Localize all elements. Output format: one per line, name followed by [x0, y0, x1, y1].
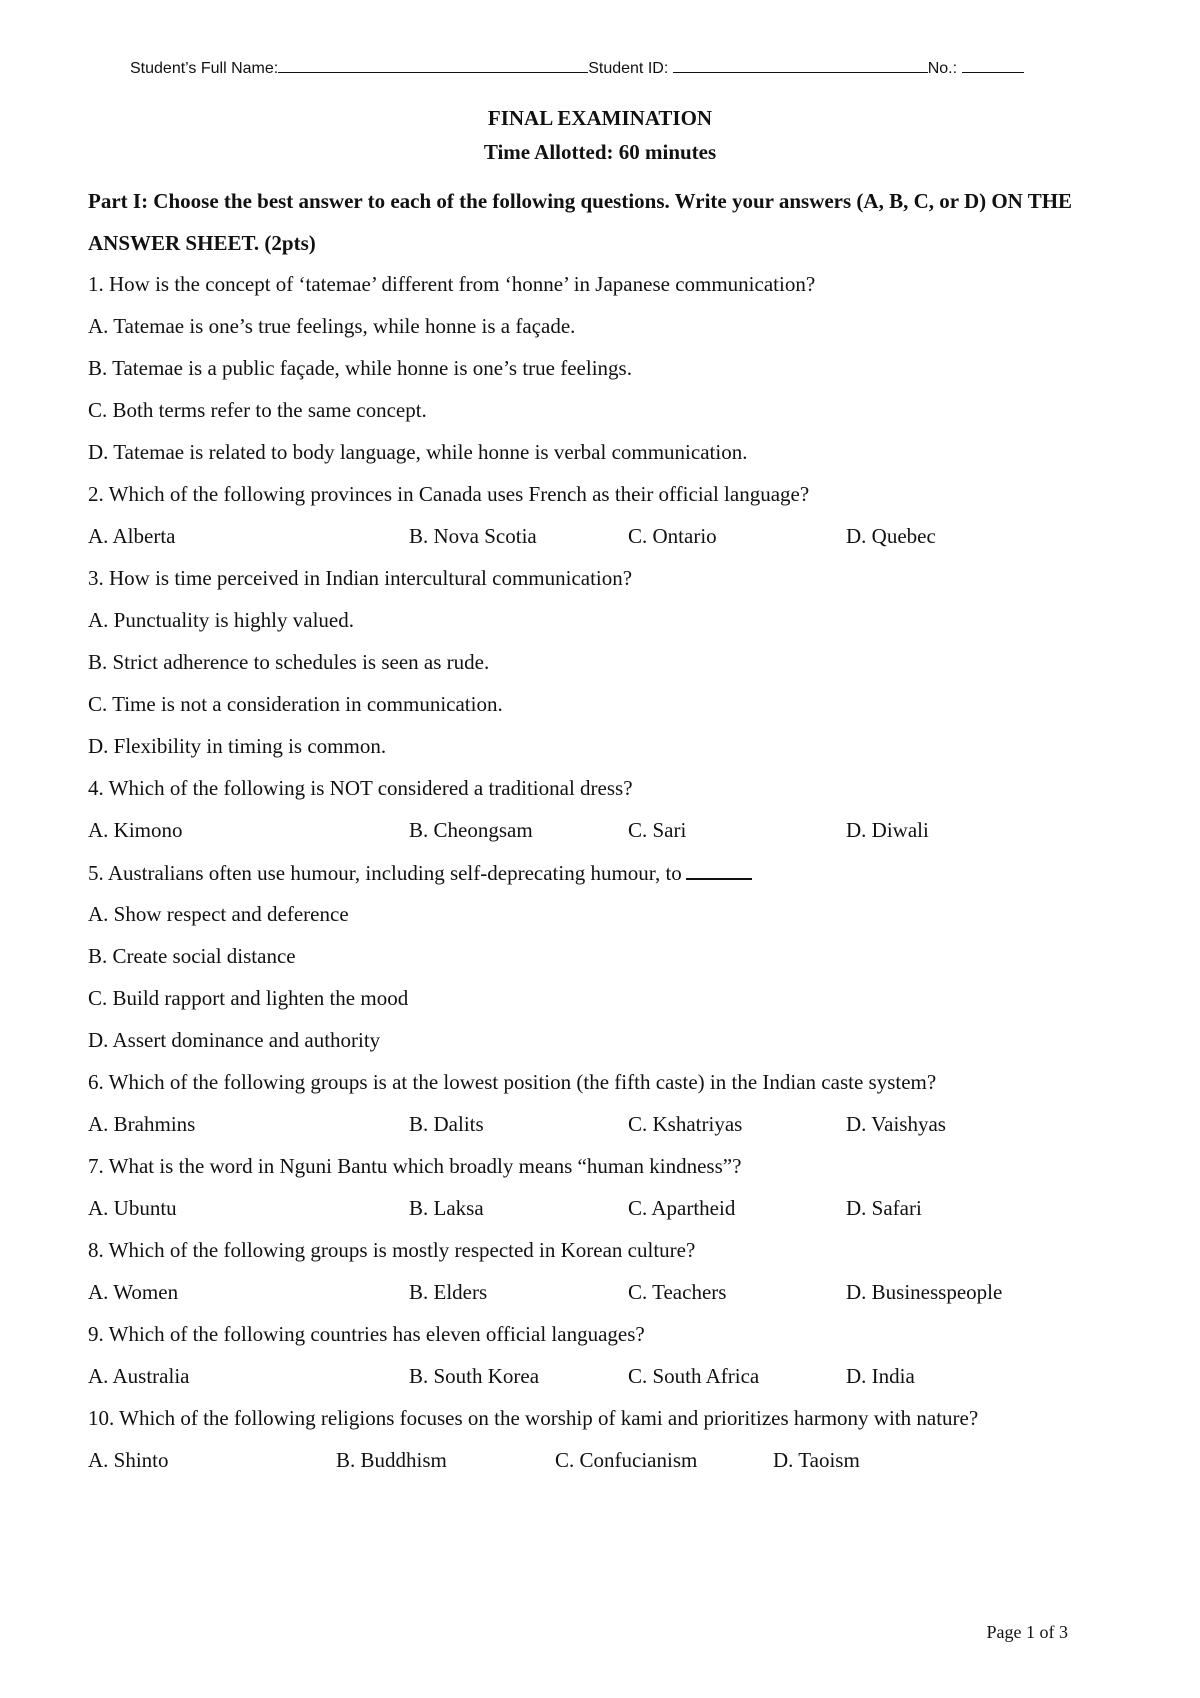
option-2b: B. Nova Scotia [409, 524, 537, 548]
option-8c: C. Teachers [628, 1280, 727, 1304]
option-7c: C. Apartheid [628, 1196, 736, 1220]
question-3: 3. How is time perceived in Indian intercultural communication? [88, 566, 633, 590]
student-info-line [130, 58, 1080, 78]
id-label: Student ID: [588, 60, 669, 77]
option-1d: D. Tatemae is related to body language, while honne is verbal communication. [88, 440, 748, 464]
option-6a: A. Brahmins [88, 1112, 196, 1136]
option-8a: A. Women [88, 1280, 179, 1304]
no-blank[interactable] [962, 58, 1024, 73]
answer-blank [686, 860, 752, 880]
option-6c: C. Kshatriyas [628, 1112, 743, 1136]
option-5d: D. Assert dominance and authority [88, 1028, 381, 1052]
option-8d: D. Businesspeople [846, 1280, 1003, 1304]
option-9d: D. India [846, 1364, 915, 1388]
question-4: 4. Which of the following is NOT considered a traditional dress? [88, 776, 633, 800]
exam-title: FINAL EXAMINATION [487, 106, 713, 130]
option-9a: A. Australia [88, 1364, 190, 1388]
option-5b: B. Create social distance [88, 944, 296, 968]
option-2d: D. Quebec [846, 524, 936, 548]
option-4d: D. Diwali [846, 818, 929, 842]
question-6: 6. Which of the following groups is at the lowest position (the fifth caste) in the Indian caste system? [88, 1070, 937, 1094]
question-2: 2. Which of the following provinces in Canada uses French as their official language? [88, 482, 810, 506]
no-label: No.: [927, 60, 958, 77]
option-10c: C. Confucianism [555, 1448, 698, 1472]
option-1b: B. Tatemae is a public façade, while honne is one’s true feelings. [88, 356, 632, 380]
option-9c: C. South Africa [628, 1364, 760, 1388]
option-3c: C. Time is not a consideration in communication. [88, 692, 503, 716]
option-7a: A. Ubuntu [88, 1196, 177, 1220]
exam-duration: Time Allotted: 60 minutes [483, 140, 717, 164]
name-label: Student’s Full Name: [130, 60, 279, 77]
page-number: Page 1 of 3 [986, 1622, 1068, 1642]
option-6d: D. Vaishyas [846, 1112, 946, 1136]
question-1: 1. How is the concept of ‘tatemae’ different from ‘honne’ in Japanese communication? [88, 272, 816, 296]
option-6b: B. Dalits [409, 1112, 484, 1136]
option-9b: B. South Korea [409, 1364, 540, 1388]
question-10: 10. Which of the following religions focuses on the worship of kami and prioritizes harmony with nature? [88, 1406, 979, 1430]
option-8b: B. Elders [409, 1280, 488, 1304]
option-5a: A. Show respect and deference [88, 902, 349, 926]
option-1c: C. Both terms refer to the same concept. [88, 398, 427, 422]
option-4c: C. Sari [628, 818, 687, 842]
question-7: 7. What is the word in Nguni Bantu which broadly means “human kindness”? [88, 1154, 742, 1178]
option-5c: C. Build rapport and lighten the mood [88, 986, 409, 1010]
option-10b: B. Buddhism [336, 1448, 447, 1472]
question-5 [88, 860, 752, 886]
option-7d: D. Safari [846, 1196, 922, 1220]
option-2c: C. Ontario [628, 524, 717, 548]
id-blank[interactable] [673, 58, 928, 73]
option-7b: B. Laksa [409, 1196, 484, 1220]
option-4b: B. Cheongsam [409, 818, 533, 842]
question-8: 8. Which of the following groups is mostly respected in Korean culture? [88, 1238, 696, 1262]
option-4a: A. Kimono [88, 818, 183, 842]
question-5-text: 5. Australians often use humour, including self-deprecating humour, to [88, 861, 682, 885]
option-3d: D. Flexibility in timing is common. [88, 734, 387, 758]
name-blank[interactable] [278, 58, 588, 73]
option-2a: A. Alberta [88, 524, 176, 548]
option-10a: A. Shinto [88, 1448, 169, 1472]
option-10d: D. Taoism [773, 1448, 860, 1472]
option-1a: A. Tatemae is one’s true feelings, while honne is a façade. [88, 314, 576, 338]
part-instructions: Part I: Choose the best answer to each of the following questions. Write your answers (A, B, C, or D) ON THE ANSWER SHEET. (2pts) [88, 189, 1073, 255]
option-3b: B. Strict adherence to schedules is seen as rude. [88, 650, 490, 674]
option-3a: A. Punctuality is highly valued. [88, 608, 354, 632]
question-9: 9. Which of the following countries has eleven official languages? [88, 1322, 645, 1346]
